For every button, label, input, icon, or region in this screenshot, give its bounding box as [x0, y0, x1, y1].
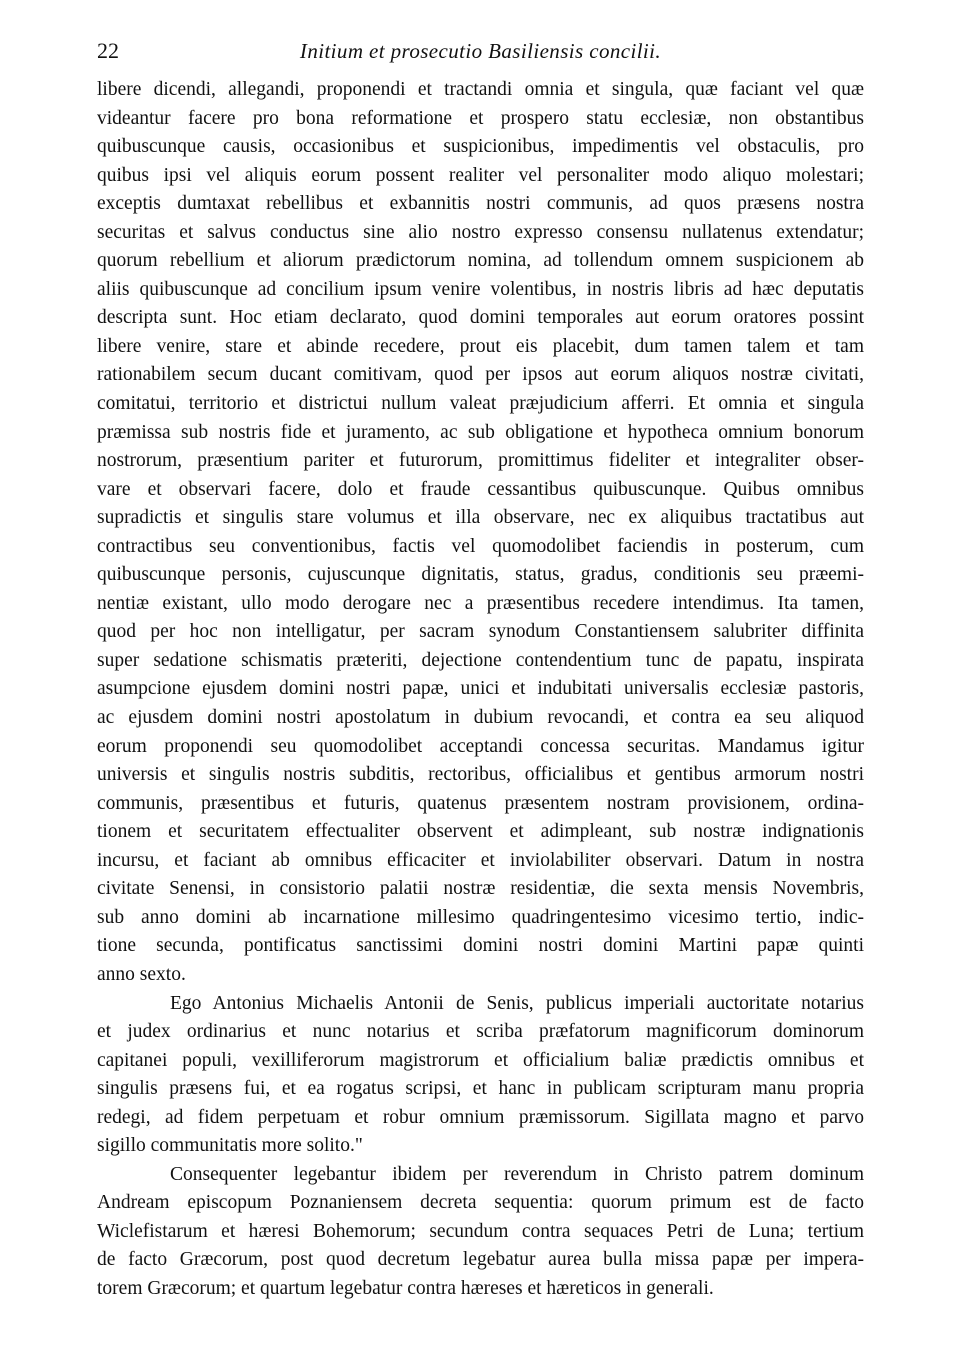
text-line: Andream episcopum Poznaniensem decreta sequentia: quorum primum est de facto [97, 1192, 864, 1214]
text-line: præmissa sub nostris fide et juramento, ac sub obligatione et hypotheca omnium bonorum [97, 421, 864, 443]
text-line: quorum rebellium et aliorum prædictorum nomina, ad tollendum omnem suspicionem ab [97, 250, 864, 272]
text-line: libere dicendi, allegandi, proponendi et tractandi omnia et singula, quæ faciant vel quæ [97, 79, 864, 100]
text-line: rationabilem secum ducant comitivam, quod per ipsos aut eorum aliquos nostræ civitati, [97, 364, 864, 386]
text-line: contractibus seu conventionibus, factis vel quomodolibet faciendis in posterum, cum [97, 535, 864, 557]
text-line: torem Græcorum; et quartum legebatur contra hæreses et hæreticos in generali. [97, 1277, 714, 1299]
text-line: quibus ipsi vel aliquis eorum possent realiter vel personaliter modo aliquo molestari; [97, 164, 864, 186]
text-line: videantur facere pro bona reformatione et prospero statu ecclesiæ, non obstantibus [97, 107, 864, 129]
text-line: aliis quibuscunque ad concilium ipsum venire volentibus, in nostris libris ad hæc deputatis [97, 278, 864, 300]
text-line: asumpcione ejusdem domini nostri papæ, unici et indubitati universalis ecclesiæ pastoris, [97, 678, 864, 700]
page-number: 22 [97, 38, 119, 63]
text-line: de facto Græcorum, post quod decretum legebatur aurea bulla missa papæ per impera- [97, 1249, 864, 1271]
text-line: nentiæ existant, ullo modo derogare nec a præsentibus recedere intendimus. Ita tamen, [97, 592, 864, 614]
text-line: redegi, ad fidem perpetuam et robur omnium præmissorum. Sigillata magno et parvo [97, 1106, 864, 1128]
text-line: supradictis et singulis stare volumus et illa observare, nec ex aliquibus tractatibus aut [97, 507, 864, 529]
text-line: Ego Antonius Michaelis Antonii de Senis, publicus imperiali auctoritate notarius [170, 992, 864, 1014]
text-line: eorum proponendi seu quomodolibet acceptandi concessa securitas. Mandamus igitur [97, 735, 864, 757]
text-line: communis, præsentibus et futuris, quatenus præsentem nostram provisionem, ordina- [97, 792, 864, 814]
text-line: incursu, et faciant ab omnibus efficaciter et inviolabiliter observari. Datum in nostra [97, 849, 864, 871]
text-line: civitate Senensi, in consistorio palatii nostræ residentiæ, die sexta mensis Novembris, [97, 878, 864, 900]
text-line: anno sexto. [97, 963, 186, 985]
text-line: quibuscunque causis, occasionibus et suspicionibus, impedimentis vel obstaculis, pro [97, 136, 864, 158]
text-line: securitas et salvus conductus sine alio nostro expresso consensu nullatenus extendatur; [97, 221, 864, 243]
text-line: libere venire, stare et abinde recedere, prout eis placebit, dum tamen talem et tam [97, 335, 864, 357]
text-line: Consequenter legebantur ibidem per reverendum in Christo patrem dominum [170, 1163, 864, 1185]
text-line: tionem et securitatem effectualiter observent et adimpleant, sub nostræ indignationis [97, 821, 864, 843]
text-line: tione secunda, pontificatus sanctissimi domini nostri domini Martini papæ quinti [97, 935, 864, 957]
text-line: ac ejusdem domini nostri apostolatum in dubium revocandi, et contra ea seu aliquod [97, 707, 864, 729]
text-line: descripta sunt. Hoc etiam declarato, quod domini temporales aut eorum oratores possint [97, 307, 864, 329]
text-line: quibuscunque personis, cujuscunque dignitatis, status, gradus, conditionis seu præemi- [97, 564, 864, 586]
text-line: et judex ordinarius et nunc notarius et scriba præfatorum magnificorum dominorum [97, 1021, 864, 1043]
text-line: sub anno domini ab incarnatione millesimo quadringentesimo vicesimo tertio, indic- [97, 906, 864, 928]
text-line: vare et observari facere, dolo et fraude cessantibus quibuscunque. Quibus omnibus [97, 478, 864, 500]
text-line: Wiclefistarum et hæresi Bohemorum; secundum contra sequaces Petri de Luna; tertium [97, 1220, 864, 1242]
text-line: singulis præsens fui, et ea rogatus scripsi, et hanc in publicam scripturam manu propria [97, 1078, 864, 1100]
text-line: exceptis dumtaxat rebellibus et exbannitis nostri communis, ad quos præsens nostra [97, 193, 864, 215]
running-title: Initium et prosecutio Basiliensis concilii. [299, 39, 662, 63]
page-header [97, 36, 864, 66]
text-line: super sedatione schismatis præteriti, dejectione contendentium tunc de papatu, inspirata [97, 649, 864, 671]
text-line: sigillo communitatis more solito." [97, 1135, 363, 1157]
text-line: quod per hoc non intelligatur, per sacram synodum Constantiensem salubriter diffinita [97, 621, 864, 643]
text-line: capitanei populi, vexilliferorum magistrorum et officialium baliæ prædictis omnibus et [97, 1049, 864, 1071]
text-line: nostrorum, præsentium pariter et futurorum, promittimus fideliter et integraliter obser- [97, 450, 864, 472]
text-line: universis et singulis nostris subditis, rectoribus, officialibus et gentibus armorum nostri [97, 764, 864, 786]
text-line: comitatui, territorio et districtui nullum valeat præjudicium afferri. Et omnia et singula [97, 393, 864, 415]
body-text [97, 76, 864, 1304]
